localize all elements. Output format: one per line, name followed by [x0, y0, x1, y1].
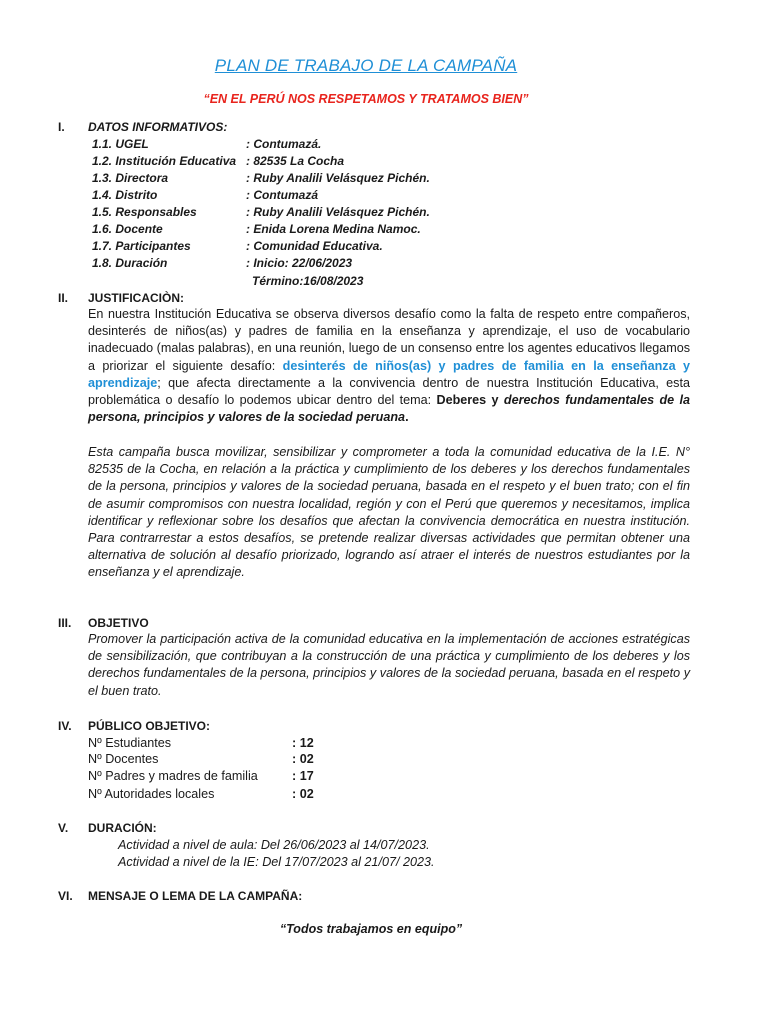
info-value: : Comunidad Educativa. [246, 239, 383, 253]
topic-bold-italic: derechos fundamentales de la persona, principios y valores de la sociedad peruana [88, 393, 690, 425]
section-heading-duracion: DURACIÓN: [88, 821, 157, 835]
document-title: PLAN DE TRABAJO DE LA CAMPAÑA [214, 56, 518, 75]
publico-value: : 17 [292, 769, 314, 783]
info-label: 1.7. Participantes [92, 239, 191, 253]
justificacion-text: ; que afecta directamente a la convivencia dentro de nuestra Institución Educativa, esta problemática o desafío lo podemos ubicar dentro del tema: [88, 375, 690, 408]
publico-label: Nº Docentes [88, 752, 159, 766]
campaign-motto: “Todos trabajamos en equipo” [279, 922, 463, 936]
info-label: 1.8. Duración [92, 256, 168, 270]
section-number-3: III. [58, 616, 72, 630]
info-label: 1.2. Institución Educativa [92, 154, 237, 168]
justificacion-text: . [405, 410, 409, 425]
section-heading-mensaje: MENSAJE O LEMA DE LA CAMPAÑA: [88, 889, 303, 903]
justificacion-text: En nuestra Institución Educativa se observa diversos desafío como la falta de respeto entre compañeros, desinterés de niños(as) y padres de familia en la enseñanza y aprendizaje, el uso de vocabulario inadecuado (malas palabras), en una reunión, luego de un consenso entre los agentes educativos llegamos a priorizar el siguiente desafío: [88, 307, 690, 373]
info-label: 1.4. Distrito [92, 188, 158, 202]
justificacion-paragraph-2: Esta campaña busca movilizar, sensibilizar y comprometer a toda la comunidad educativa de la I.E. N° 82535 de la Cocha, en relación a la práctica y cumplimiento de los deberes y los derechos fundamentales de la persona, principios y valores de la sociedad peruana, basada en el respeto y el buen trato; con el fin de asumir compromisos con nuestra localidad, región y con el Perú que queremos y necesitamos, implica identificar y reflexionar sobre los desafíos que afectan la convivencia democrática en nuestra institución. Para contrarrestar a estos desafíos, se pretende realizar diversas actividades que permitan obtener una alternativa de solución al desafío priorizado, logrando así atraer el interés de nuestros estudiantes por la enseñanza y el aprendizaje. [88, 445, 690, 580]
info-value: : Contumazá. [246, 137, 322, 151]
section-heading-datos: DATOS INFORMATIVOS: [88, 120, 228, 134]
info-label: 1.5. Responsables [92, 205, 197, 219]
info-label: 1.6. Docente [92, 222, 163, 236]
duracion-ie: Actividad a nivel de la IE: Del 17/07/2023 al 21/07/ 2023. [118, 855, 435, 869]
section-number-6: VI. [58, 889, 73, 903]
section-number-4: IV. [58, 719, 72, 733]
campaign-slogan: “EN EL PERÚ NOS RESPETAMOS Y TRATAMOS BIEN” [203, 92, 529, 106]
publico-value: : 02 [292, 787, 314, 801]
info-value: : Ruby Analili Velásquez Pichén. [246, 205, 430, 219]
info-value: : Ruby Analili Velásquez Pichén. [246, 171, 430, 185]
info-termino: Término:16/08/2023 [252, 274, 364, 288]
section-number-5: V. [58, 821, 69, 835]
justificacion-paragraph-1 [88, 306, 690, 426]
section-heading-objetivo: OBJETIVO [88, 616, 149, 630]
objetivo-paragraph: Promover la participación activa de la comunidad educativa en la implementación de acciones estratégicas de sensibilización, que contribuyan a la construcción de una práctica y cumplimiento de los deberes y los derechos fundamentales de la persona, principios y valores de la sociedad peruana, basada en el respeto y el buen trato. [88, 632, 690, 698]
section-number-1: I. [58, 120, 65, 134]
topic-bold: Deberes y [436, 393, 504, 408]
info-value: : 82535 La Cocha [246, 154, 345, 168]
section-heading-publico: PÚBLICO OBJETIVO: [88, 719, 211, 733]
publico-value: : 12 [292, 736, 314, 750]
info-value: : Enida Lorena Medina Namoc. [246, 222, 421, 236]
publico-label: Nº Autoridades locales [88, 787, 215, 801]
info-value: : Inicio: 22/06/2023 [246, 256, 353, 270]
prioritized-challenge: desinterés de niños(as) y padres de familia en la enseñanza y aprendizaje [88, 358, 690, 390]
info-label: 1.1. UGEL [92, 137, 149, 151]
section-number-2: II. [58, 291, 69, 305]
publico-value: : 02 [292, 752, 314, 766]
publico-label: Nº Padres y madres de familia [88, 769, 258, 783]
duracion-aula: Actividad a nivel de aula: Del 26/06/2023 al 14/07/2023. [118, 838, 430, 852]
section-heading-justificacion: JUSTIFICACIÒN: [88, 291, 184, 305]
publico-label: Nº Estudiantes [88, 736, 172, 750]
info-value: : Contumazá [246, 188, 318, 202]
info-label: 1.3. Directora [92, 171, 169, 185]
